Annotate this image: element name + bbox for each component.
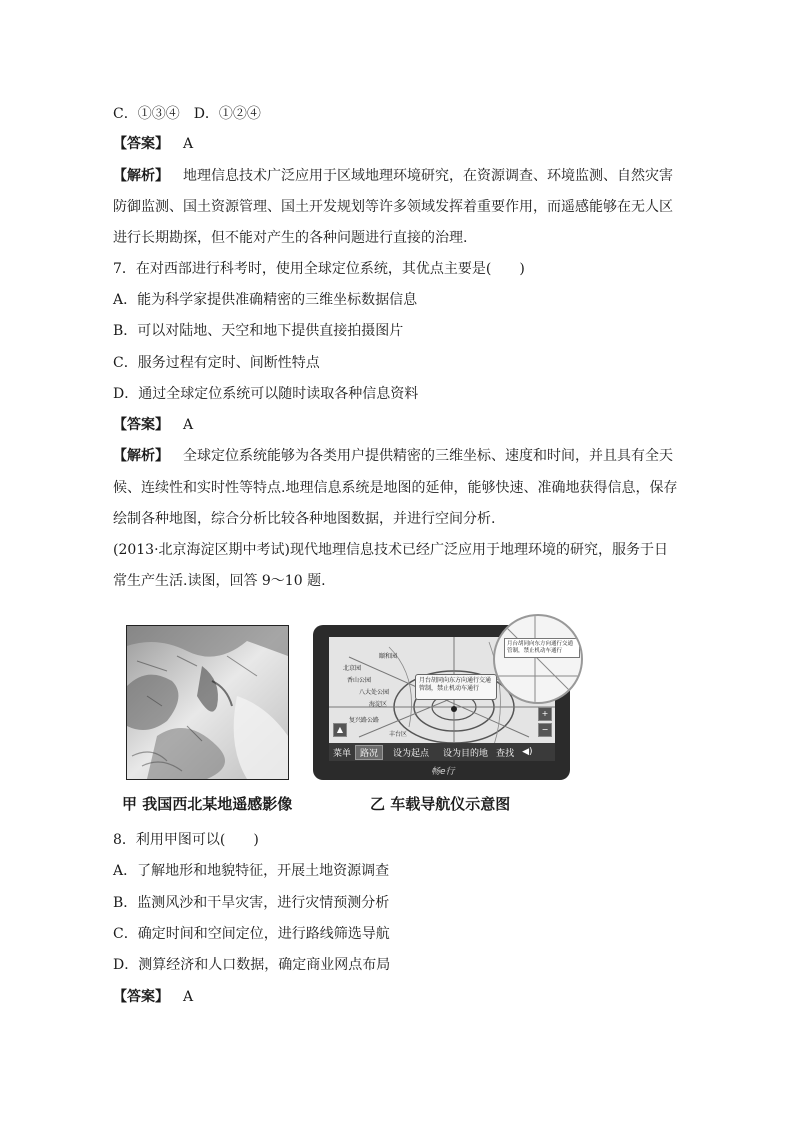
magnified-map — [495, 616, 581, 702]
analysis-line: 绘制各种地图，综合分析比较各种地图数据，并进行空间分析. — [113, 511, 496, 527]
option-c: C．服务过程有定时、间断性特点 — [113, 355, 320, 371]
magnifier-callout — [493, 614, 583, 704]
analysis-text: 地理信息技术广泛应用于区域地理环境研究，在资源调查、环境监测、自然灾害 — [183, 168, 673, 184]
zoom-traffic-popup: 月台胡同向东方向通行交通管制，禁止机动车通行 — [504, 638, 580, 658]
nav-menu-bar — [329, 743, 555, 761]
map-label: 香山公园 — [347, 677, 372, 684]
answer-row-3 — [113, 987, 193, 1007]
map-label: 丰台区 — [389, 731, 408, 738]
option-b: B．可以对陆地、天空和地下提供直接拍摄图片 — [113, 323, 404, 339]
analysis-line: 进行长期勘探，但不能对产生的各种问题进行直接的治理. — [113, 230, 468, 246]
source-line: (2013·北京海淀区期中考试)现代地理信息技术已经广泛应用于地理环境的研究，服务于日 — [113, 542, 669, 558]
source-line: 常生产生活.读图，回答 9～10 题. — [113, 573, 326, 589]
answer-row-1 — [113, 134, 193, 154]
terrain-illustration — [127, 626, 288, 779]
zoom-in-button[interactable]: + — [538, 707, 552, 721]
analysis-line: 候、连续性和实时性等特点.地理信息系统是地图的延伸，能够快速、准确地获得信息，保存 — [113, 480, 678, 496]
map-label: 海淀区 — [369, 701, 388, 708]
search-button[interactable]: 查找 — [496, 748, 515, 759]
analysis-line: 防御监测、国土资源管理、国土开发规划等许多领域发挥着重要作用，而遥感能够在无人区 — [113, 199, 673, 215]
caption-figure-a: 甲 我国西北某地遥感影像 — [122, 795, 293, 813]
answer-tag: 【答案】 — [113, 417, 169, 433]
set-destination-button[interactable]: 设为目的地 — [443, 748, 489, 759]
speaker-icon[interactable]: ◀) — [522, 747, 533, 757]
option-d: D．通过全球定位系统可以随时读取各种信息资料 — [113, 386, 419, 402]
option-a: A．能为科学家提供准确精密的三维坐标数据信息 — [113, 292, 418, 308]
map-label: 颐和园 — [379, 653, 398, 660]
option-d: D．测算经济和人口数据，确定商业网点布局 — [113, 957, 391, 973]
menu-button[interactable]: 菜单 — [333, 748, 352, 759]
option-line-cd: C．①③④ D．①②④ — [113, 106, 261, 122]
question-7: 7．在对西部进行科考时，使用全球定位系统，其优点主要是( ) — [113, 261, 525, 277]
analysis-tag: 【解析】 — [113, 168, 169, 184]
answer-tag: 【答案】 — [113, 989, 169, 1005]
traffic-button[interactable]: 路况 — [355, 745, 383, 760]
set-start-button[interactable]: 设为起点 — [393, 748, 430, 759]
analysis-text: 全球定位系统能够为各类用户提供精密的三维坐标、速度和时间，并且具有全天 — [183, 448, 673, 464]
map-label: 复兴路公路 — [349, 717, 380, 724]
question-8: 8．利用甲图可以( ) — [113, 832, 259, 848]
option-b: B．监测风沙和干旱灾害，进行灾情预测分析 — [113, 895, 390, 911]
answer-value: A — [183, 417, 194, 433]
answer-row-2 — [113, 415, 193, 435]
traffic-popup: 月台胡同向东方向通行交通管制，禁止机动车通行 — [415, 674, 497, 700]
device-brand: 畅e行 — [431, 767, 455, 777]
up-arrow-icon[interactable]: ▲ — [333, 723, 347, 737]
analysis-tag: 【解析】 — [113, 448, 169, 464]
caption-figure-b: 乙 车载导航仪示意图 — [370, 795, 511, 813]
analysis-row-2 — [113, 446, 673, 466]
answer-tag: 【答案】 — [113, 136, 169, 152]
option-c: C．确定时间和空间定位，进行路线筛选导航 — [113, 926, 390, 942]
remote-sensing-image — [126, 625, 289, 780]
analysis-row-1 — [113, 166, 673, 186]
answer-value: A — [183, 989, 194, 1005]
map-label: 北京园 — [343, 665, 362, 672]
answer-value: A — [183, 136, 194, 152]
map-label: 八大处公园 — [359, 689, 390, 696]
zoom-out-button[interactable]: − — [538, 723, 552, 737]
option-a: A．了解地形和地貌特征，开展土地资源调查 — [113, 863, 390, 879]
